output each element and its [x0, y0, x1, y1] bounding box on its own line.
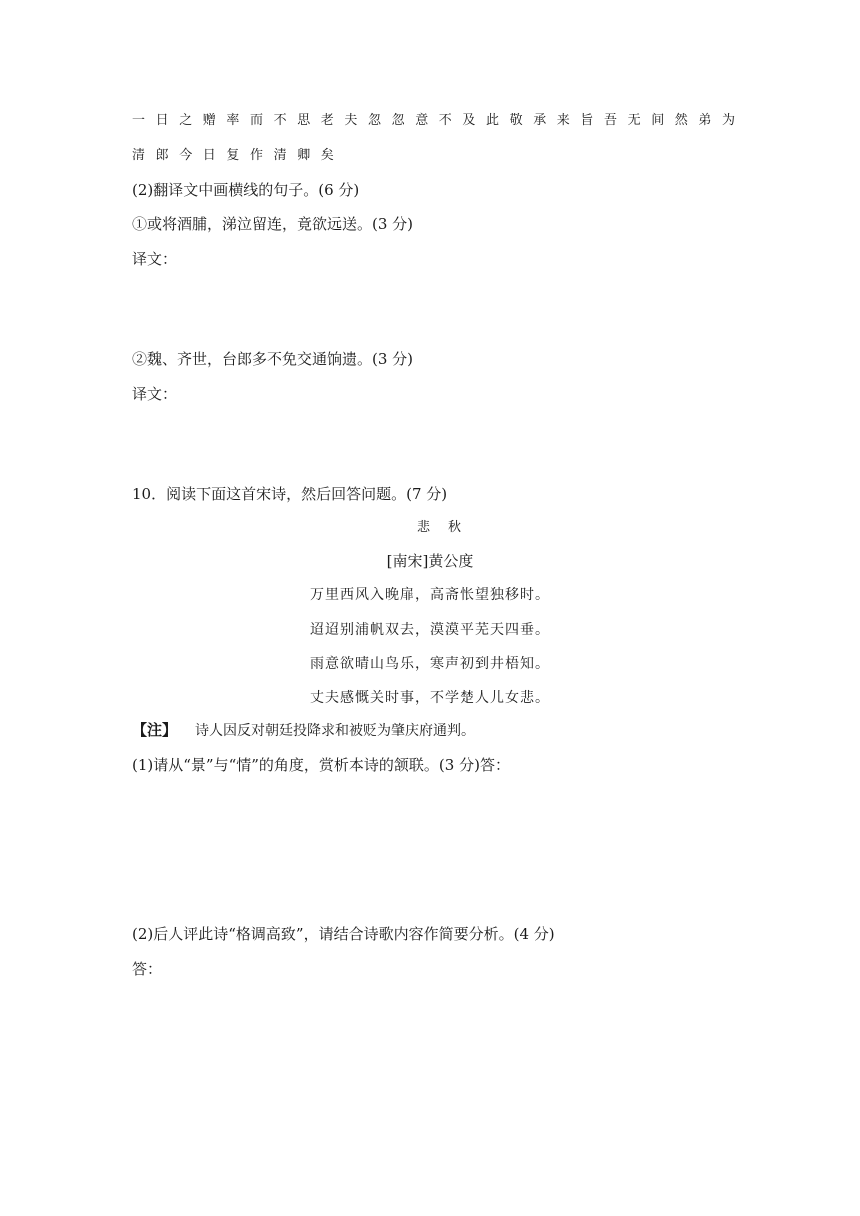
note-text: 诗人因反对朝廷投降求和被贬为肇庆府通判。 — [195, 723, 476, 739]
poem-note — [132, 720, 475, 741]
answer-label-3: 答： — [132, 960, 163, 978]
question-10-heading: 10．阅读下面这首宋诗，然后回答问题。(7 分) — [132, 485, 448, 503]
passage-line-2: 清郎今日复作清卿矣 — [132, 148, 345, 163]
question-9-2-item-1: ①或将酒脯，涕泣留连，竟欲远送。(3 分) — [132, 215, 414, 233]
poem-line: 迢迢别浦帆双去，漠漠平芜天四垂。 — [310, 622, 550, 638]
answer-label-2: 译文： — [132, 385, 178, 403]
question-9-2-heading: (2)翻译文中画横线的句子。(6 分) — [132, 181, 360, 199]
poem-title: 悲秋 — [416, 520, 479, 535]
poem-line: 万里西风入晚扉，高斋怅望独移时。 — [310, 587, 550, 603]
question-10-sub-1: (1)请从“景”与“情”的角度，赏析本诗的颔联。(3 分)答： — [132, 756, 510, 774]
passage-line-1: 一日之赠率而不思老夫忽忽意不及此敬承来旨吾无间然弟为 — [132, 113, 746, 128]
answer-label-1: 译文： — [132, 250, 178, 268]
poem-line: 雨意欲晴山鸟乐，寒声初到井梧知。 — [310, 656, 550, 672]
note-tag: 【注】 — [132, 721, 178, 739]
poem-author: [南宋]黄公度 — [386, 552, 474, 570]
question-9-2-item-2: ②魏、齐世，台郎多不免交通饷遗。(3 分) — [132, 350, 414, 368]
question-10-sub-2: (2)后人评此诗“格调高致”，请结合诗歌内容作简要分析。(4 分) — [132, 925, 555, 943]
poem-line: 丈夫感慨关时事，不学楚人儿女悲。 — [310, 690, 550, 706]
